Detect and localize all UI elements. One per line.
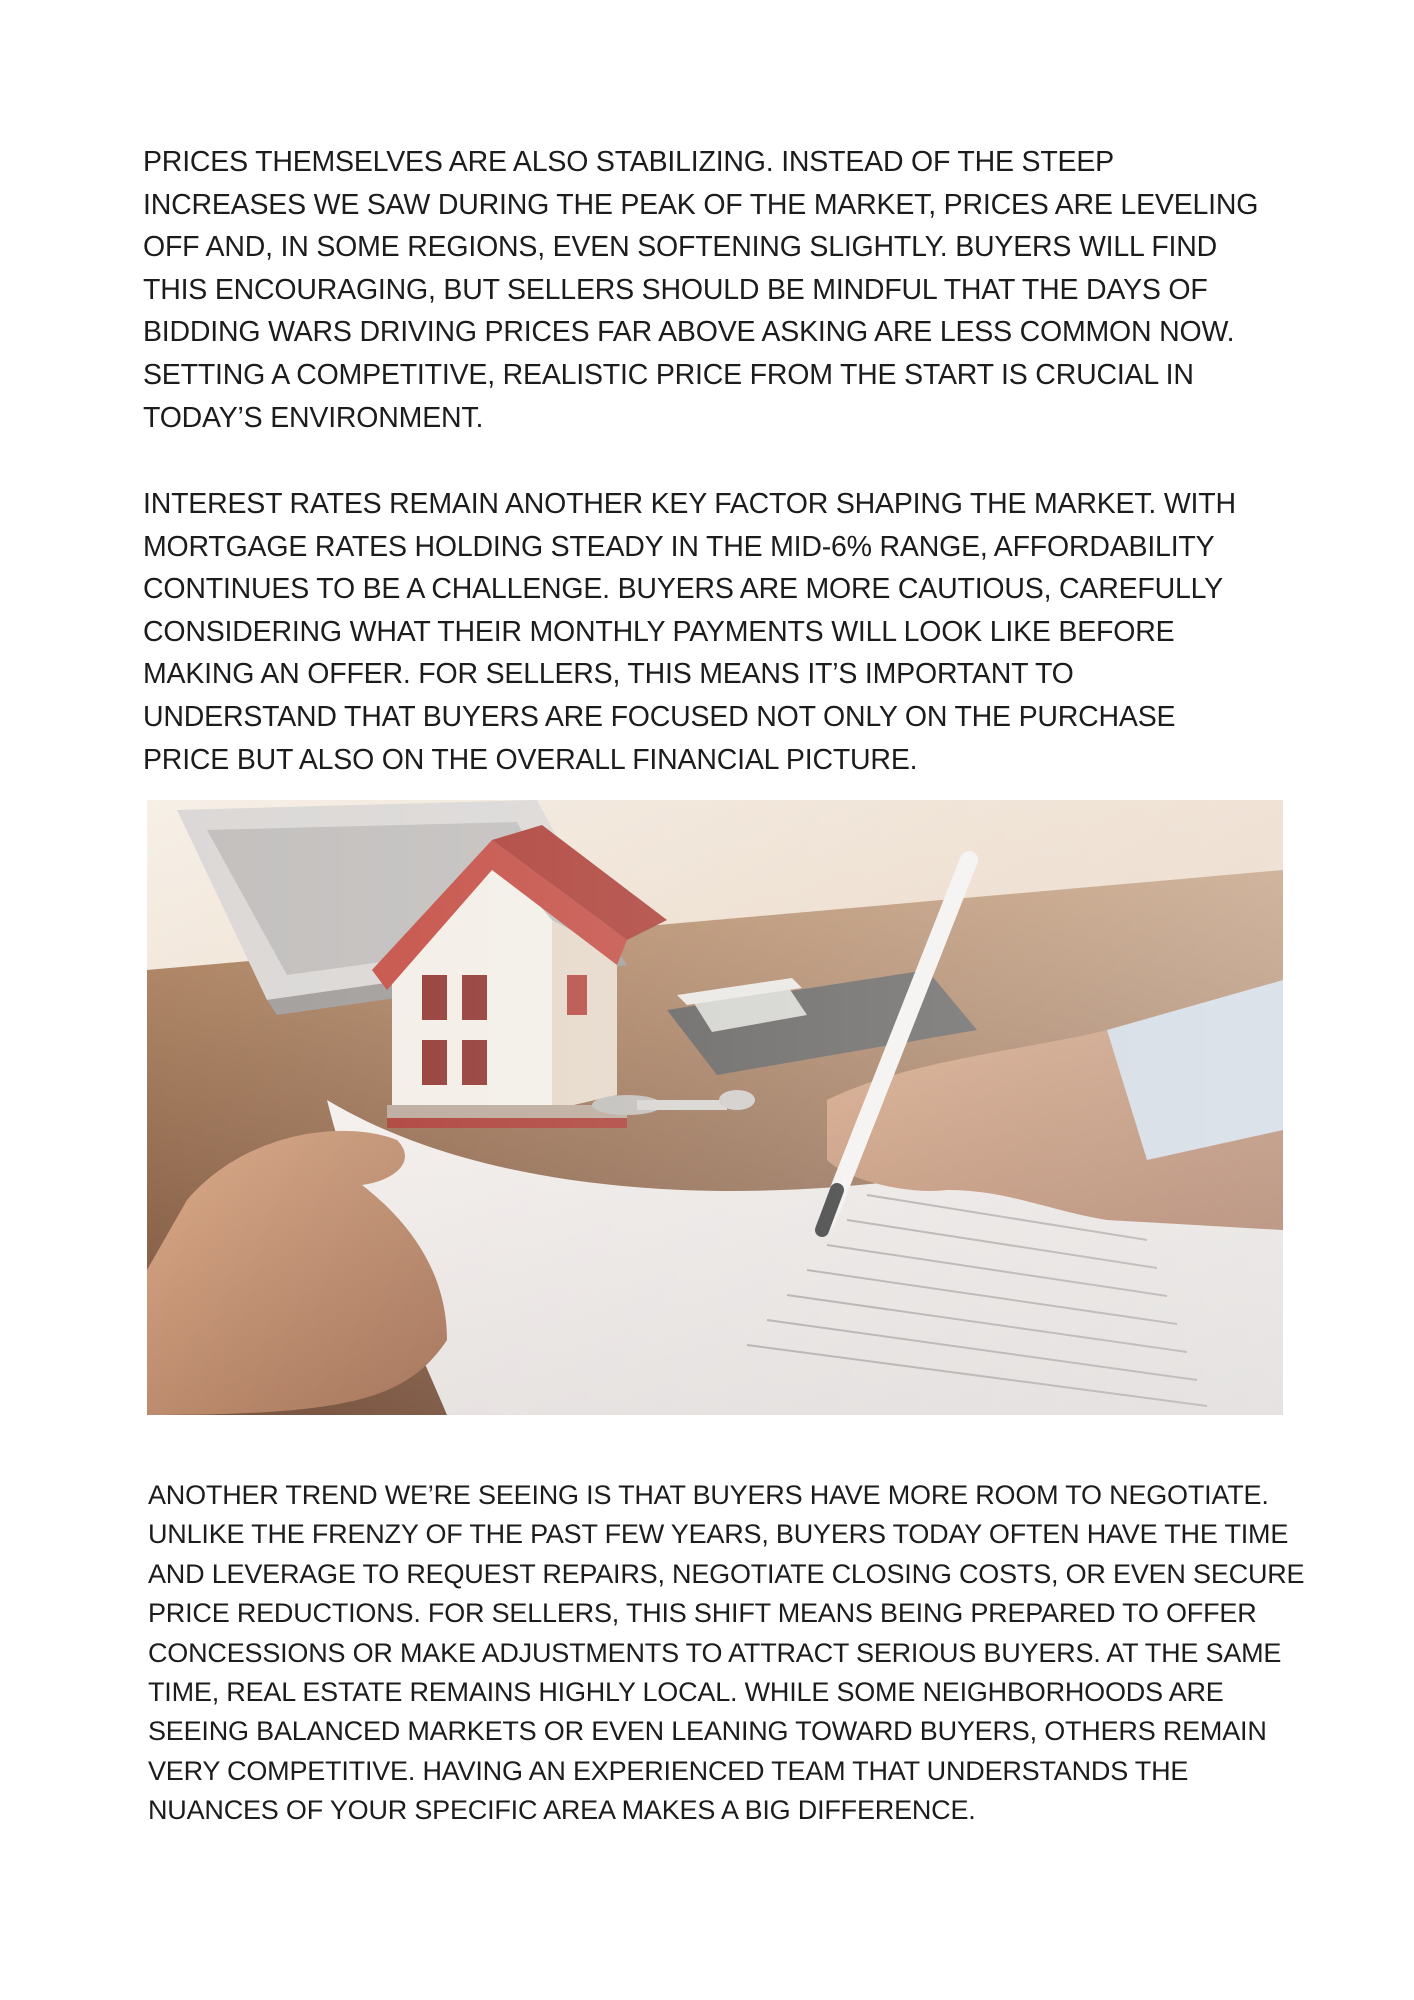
text-line: PRICE REDUCTIONS. FOR SELLERS, THIS SHIFT MEANS BEING PREPARED TO OFFER: [148, 1598, 1257, 1629]
text-line: PRICE BUT ALSO ON THE OVERALL FINANCIAL PICTURE.: [143, 743, 918, 776]
text-line: INCREASES WE SAW DURING THE PEAK OF THE MARKET, PRICES ARE LEVELING: [143, 188, 1259, 221]
text-line: OFF AND, IN SOME REGIONS, EVEN SOFTENING SLIGHTLY. BUYERS WILL FIND: [143, 231, 1218, 264]
house-contract-signing-photo-icon: [147, 800, 1283, 1415]
text-line: NUANCES OF YOUR SPECIFIC AREA MAKES A BIG DIFFERENCE.: [148, 1795, 976, 1826]
text-line: SETTING A COMPETITIVE, REALISTIC PRICE FROM THE START IS CRUCIAL IN: [143, 358, 1194, 391]
house-contract-photo: [147, 800, 1283, 1415]
text-line: UNDERSTAND THAT BUYERS ARE FOCUSED NOT ONLY ON THE PURCHASE: [143, 700, 1176, 733]
text-line: UNLIKE THE FRENZY OF THE PAST FEW YEARS, BUYERS TODAY OFTEN HAVE THE TIME: [148, 1519, 1289, 1550]
text-line: CONCESSIONS OR MAKE ADJUSTMENTS TO ATTRACT SERIOUS BUYERS. AT THE SAME: [148, 1637, 1282, 1668]
paragraph-interest-rates: [143, 483, 1293, 781]
text-line: AND LEVERAGE TO REQUEST REPAIRS, NEGOTIATE CLOSING COSTS, OR EVEN SECURE: [148, 1558, 1305, 1589]
text-line: PRICES THEMSELVES ARE ALSO STABILIZING. INSTEAD OF THE STEEP: [143, 146, 1114, 178]
paragraph-negotiation: [148, 1476, 1305, 1831]
text-line: CONTINUES TO BE A CHALLENGE. BUYERS ARE MORE CAUTIOUS, CAREFULLY: [143, 573, 1223, 606]
paragraph-prices: [143, 141, 1293, 439]
text-line: THIS ENCOURAGING, BUT SELLERS SHOULD BE MINDFUL THAT THE DAYS OF: [143, 273, 1208, 306]
text-line: TODAY’S ENVIRONMENT.: [143, 401, 484, 434]
text-line: MAKING AN OFFER. FOR SELLERS, THIS MEANS IT’S IMPORTANT TO: [143, 658, 1074, 691]
text-line: VERY COMPETITIVE. HAVING AN EXPERIENCED TEAM THAT UNDERSTANDS THE: [148, 1755, 1189, 1786]
text-line: BIDDING WARS DRIVING PRICES FAR ABOVE ASKING ARE LESS COMMON NOW.: [143, 316, 1235, 349]
text-line: SEEING BALANCED MARKETS OR EVEN LEANING TOWARD BUYERS, OTHERS REMAIN: [148, 1716, 1267, 1747]
text-line: CONSIDERING WHAT THEIR MONTHLY PAYMENTS WILL LOOK LIKE BEFORE: [143, 615, 1175, 648]
text-line: TIME, REAL ESTATE REMAINS HIGHLY LOCAL. WHILE SOME NEIGHBORHOODS ARE: [148, 1677, 1224, 1708]
text-line: ANOTHER TREND WE’RE SEEING IS THAT BUYERS HAVE MORE ROOM TO NEGOTIATE.: [148, 1480, 1269, 1510]
text-line: INTEREST RATES REMAIN ANOTHER KEY FACTOR SHAPING THE MARKET. WITH: [143, 488, 1236, 520]
text-line: MORTGAGE RATES HOLDING STEADY IN THE MID-6% RANGE, AFFORDABILITY: [143, 530, 1215, 563]
